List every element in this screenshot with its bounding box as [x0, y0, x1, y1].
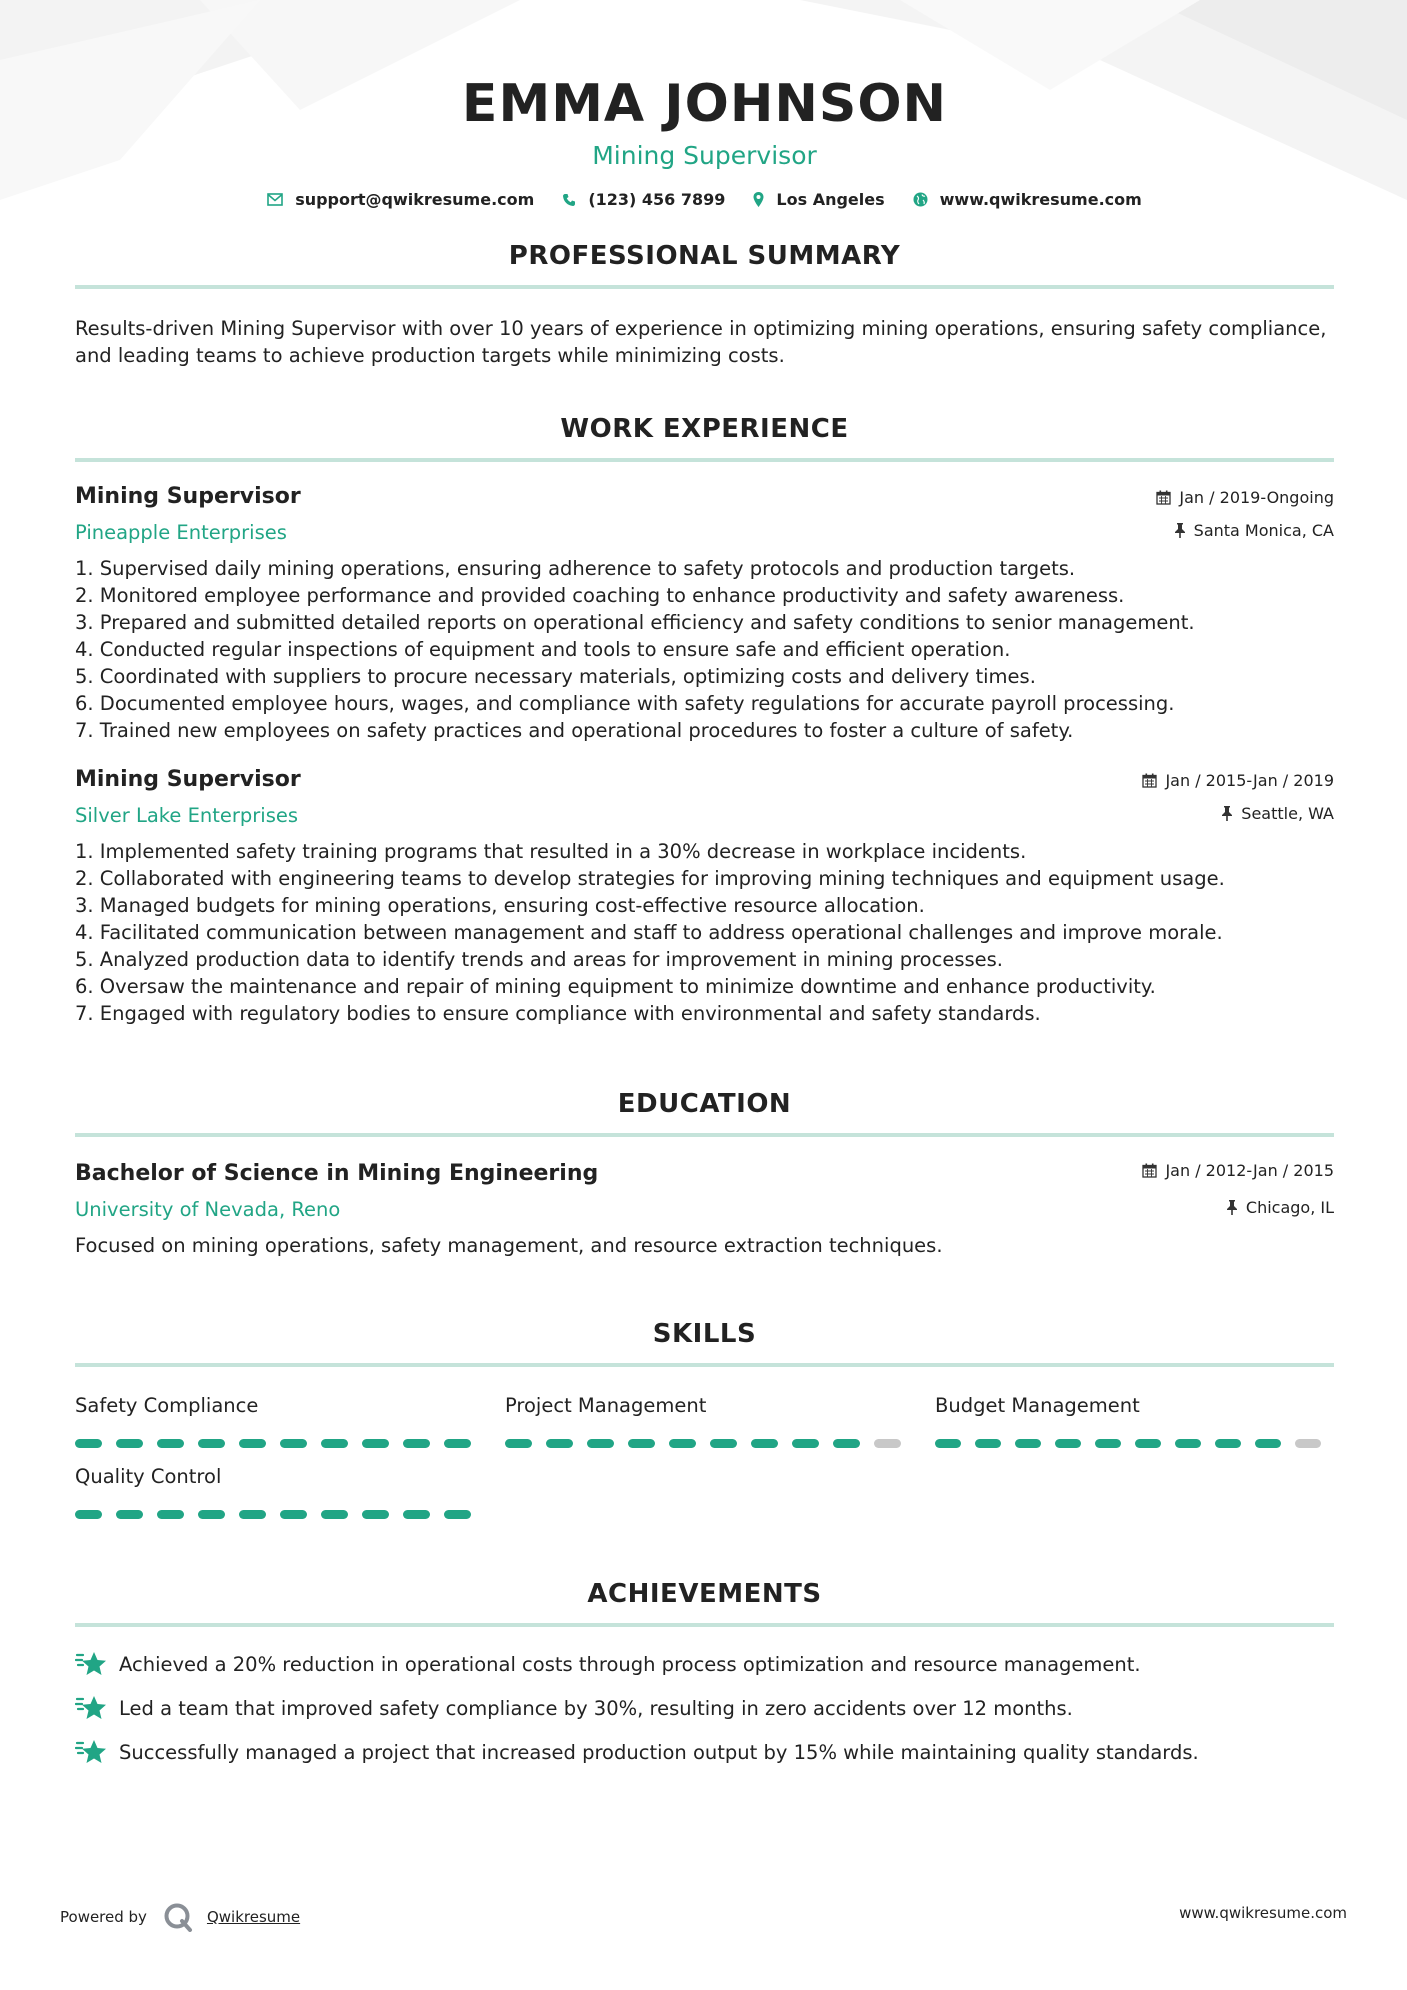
star-icon: [75, 1651, 107, 1678]
skill-dash-filled: [1095, 1439, 1121, 1448]
section-divider: [75, 285, 1334, 289]
pushpin-icon: [1174, 523, 1186, 538]
skill-dash-filled: [198, 1439, 225, 1448]
skill-dash-filled: [362, 1439, 389, 1448]
job-location: [1221, 804, 1334, 823]
education-dates: [1142, 1161, 1334, 1180]
skill-dash-filled: [75, 1510, 102, 1519]
skill-dash-filled: [157, 1439, 184, 1448]
skill-dash-filled: [321, 1439, 348, 1448]
experience-title: WORK EXPERIENCE: [560, 414, 849, 444]
skill-level-meter: [505, 1439, 935, 1448]
list-item: 5. Analyzed production data to identify trends and areas for improvement in mining processes.: [75, 948, 1003, 971]
calendar-icon: [1142, 773, 1157, 788]
achievement-text: Achieved a 20% reduction in operational costs through process optimization and resource management.: [119, 1653, 1141, 1676]
education-section: [75, 1087, 1334, 1259]
list-item: 2. Monitored employee performance and provided coaching to enhance productivity and safety awareness.: [75, 584, 1125, 607]
job-entry: [75, 765, 1334, 1027]
contact-location-text: Los Angeles: [776, 190, 885, 209]
education-title: EDUCATION: [617, 1089, 792, 1119]
envelope-icon: [267, 193, 283, 206]
skill-dash-filled: [710, 1439, 737, 1448]
contact-email-text: support@qwikresume.com: [295, 190, 535, 209]
contact-email[interactable]: [267, 190, 534, 209]
skill-dash-filled: [1055, 1439, 1081, 1448]
achievement-item: [75, 1651, 1334, 1678]
footer: [60, 1902, 1347, 1932]
powered-by-label: Powered by: [60, 1908, 147, 1926]
skill-dash-filled: [669, 1439, 696, 1448]
skill-dash-filled: [1175, 1439, 1201, 1448]
section-divider: [75, 1623, 1334, 1627]
job-entry: [75, 482, 1334, 744]
star-icon: [75, 1739, 107, 1766]
achievement-text: Successfully managed a project that increased production output by 15% while maintaining quality standards.: [119, 1741, 1199, 1764]
skill-dash-filled: [975, 1439, 1001, 1448]
candidate-role: Mining Supervisor: [592, 141, 817, 170]
skills-grid: [75, 1393, 1334, 1519]
skill-dash-filled: [239, 1510, 266, 1519]
pushpin-icon: [1226, 1200, 1238, 1215]
education-location: [1226, 1198, 1334, 1217]
achievements-section: [75, 1577, 1334, 1766]
skills-section: [75, 1317, 1334, 1519]
skill-dash-filled: [1015, 1439, 1041, 1448]
job-title: Mining Supervisor: [75, 484, 301, 509]
star-icon: [75, 1695, 107, 1722]
list-item: 6. Oversaw the maintenance and repair of mining equipment to minimize downtime and enhance productivity.: [75, 975, 1156, 998]
globe-icon: [913, 192, 928, 207]
skill-item: [505, 1393, 935, 1448]
skill-dash-filled: [239, 1439, 266, 1448]
skill-dash-filled: [444, 1510, 471, 1519]
qwikresume-link[interactable]: Qwikresume: [206, 1908, 301, 1926]
contact-website[interactable]: [913, 190, 1142, 209]
list-item: 1. Supervised daily mining operations, ensuring adherence to safety protocols and production targets.: [75, 557, 1076, 580]
map-pin-icon: [753, 192, 764, 207]
skill-dash-filled: [546, 1439, 573, 1448]
summary-title: PROFESSIONAL SUMMARY: [508, 241, 901, 271]
job-dates: [1142, 771, 1334, 790]
skill-dash-filled: [280, 1510, 307, 1519]
skill-dash-filled: [403, 1510, 430, 1519]
skill-dash-filled: [198, 1510, 225, 1519]
skill-dash-filled: [75, 1439, 102, 1448]
skill-dash-filled: [280, 1439, 307, 1448]
resume-header: [75, 0, 1334, 209]
education-dates-text: Jan / 2012-Jan / 2015: [1165, 1161, 1334, 1180]
section-divider: [75, 1133, 1334, 1137]
skill-level-meter: [75, 1439, 505, 1448]
achievements-list: [75, 1651, 1334, 1766]
job-location-text: Seattle, WA: [1241, 804, 1334, 823]
footer-website[interactable]: www.qwikresume.com: [1179, 1904, 1347, 1922]
skill-dash-filled: [1255, 1439, 1281, 1448]
skill-level-meter: [935, 1439, 1335, 1448]
list-item: 5. Coordinated with suppliers to procure necessary materials, optimizing costs and delivery times.: [75, 665, 1036, 688]
skills-title: SKILLS: [652, 1319, 757, 1349]
skill-item: [75, 1393, 505, 1448]
skill-dash-filled: [403, 1439, 430, 1448]
job-dates: [1156, 488, 1334, 507]
list-item: 4. Conducted regular inspections of equipment and tools to ensure safe and efficient operation.: [75, 638, 1011, 661]
skill-dash-filled: [157, 1510, 184, 1519]
skill-dash-filled: [1135, 1439, 1161, 1448]
job-dates-text: Jan / 2019-Ongoing: [1179, 488, 1334, 507]
job-dates-text: Jan / 2015-Jan / 2019: [1165, 771, 1334, 790]
skill-item: [935, 1393, 1335, 1448]
contact-phone-text: (123) 456 7899: [588, 190, 726, 209]
skill-dash-filled: [444, 1439, 471, 1448]
powered-by: [60, 1902, 300, 1932]
job-company: Silver Lake Enterprises: [75, 804, 299, 827]
job-duties: [75, 838, 1334, 1027]
list-item: 2. Collaborated with engineering teams to develop strategies for improving mining techniques and equipment usage.: [75, 867, 1225, 890]
contact-bar: [75, 190, 1334, 209]
contact-phone[interactable]: [562, 190, 725, 209]
skill-dash-filled: [116, 1439, 143, 1448]
school-name: University of Nevada, Reno: [75, 1198, 341, 1221]
job-location-text: Santa Monica, CA: [1193, 521, 1334, 540]
job-location: [1174, 521, 1334, 540]
achievement-text: Led a team that improved safety compliance by 30%, resulting in zero accidents over 12 months.: [119, 1697, 1073, 1720]
skill-dash-filled: [833, 1439, 860, 1448]
skill-dash-filled: [935, 1439, 961, 1448]
education-entry: [75, 1159, 1334, 1259]
list-item: 3. Prepared and submitted detailed reports on operational efficiency and safety conditions to senior management.: [75, 611, 1195, 634]
summary-text: Results-driven Mining Supervisor with over 10 years of experience in optimizing mining operations, ensuring safety compliance, and leading teams to achieve production targets while minimizing costs.: [75, 317, 1327, 367]
skill-item: [75, 1464, 505, 1519]
qwikresume-logo-icon: [163, 1902, 193, 1932]
phone-icon: [562, 193, 576, 207]
summary-section: [75, 239, 1334, 369]
list-item: 6. Documented employee hours, wages, and compliance with safety regulations for accurate payroll processing.: [75, 692, 1175, 715]
list-item: 7. Engaged with regulatory bodies to ensure compliance with environmental and safety standards.: [75, 1002, 1041, 1025]
education-description: Focused on mining operations, safety management, and resource extraction techniques.: [75, 1234, 943, 1257]
skill-dash-filled: [116, 1510, 143, 1519]
skill-name: Budget Management: [935, 1394, 1140, 1417]
achievement-item: [75, 1739, 1334, 1766]
skill-dash-filled: [505, 1439, 532, 1448]
section-divider: [75, 1363, 1334, 1367]
list-item: 4. Facilitated communication between management and staff to address operational challenges and improve morale.: [75, 921, 1223, 944]
pushpin-icon: [1221, 806, 1233, 821]
job-company: Pineapple Enterprises: [75, 521, 287, 544]
skill-dash-filled: [587, 1439, 614, 1448]
achievements-title: ACHIEVEMENTS: [587, 1579, 822, 1609]
calendar-icon: [1142, 1163, 1157, 1178]
job-title: Mining Supervisor: [75, 767, 301, 792]
candidate-name: EMMA JOHNSON: [461, 74, 948, 134]
skill-level-meter: [75, 1510, 505, 1519]
list-item: 3. Managed budgets for mining operations, ensuring cost-effective resource allocation.: [75, 894, 925, 917]
skill-name: Quality Control: [75, 1465, 222, 1488]
skill-dash-empty: [874, 1439, 901, 1448]
skill-dash-filled: [751, 1439, 778, 1448]
skill-name: Safety Compliance: [75, 1394, 259, 1417]
degree-title: Bachelor of Science in Mining Engineering: [75, 1161, 599, 1186]
skill-dash-filled: [628, 1439, 655, 1448]
skill-dash-filled: [362, 1510, 389, 1519]
job-duties: [75, 555, 1334, 744]
skill-dash-empty: [1295, 1439, 1321, 1448]
section-divider: [75, 458, 1334, 462]
contact-website-text: www.qwikresume.com: [939, 190, 1142, 209]
skill-dash-filled: [321, 1510, 348, 1519]
skill-dash-filled: [792, 1439, 819, 1448]
calendar-icon: [1156, 490, 1171, 505]
list-item: 1. Implemented safety training programs that resulted in a 30% decrease in workplace incidents.: [75, 840, 1027, 863]
achievement-item: [75, 1695, 1334, 1722]
list-item: 7. Trained new employees on safety practices and operational procedures to foster a culture of safety.: [75, 719, 1074, 742]
skill-dash-filled: [1215, 1439, 1241, 1448]
contact-location: [753, 190, 884, 209]
experience-section: [75, 412, 1334, 1027]
education-location-text: Chicago, IL: [1245, 1198, 1334, 1217]
skill-name: Project Management: [505, 1394, 707, 1417]
resume-page: [75, 0, 1334, 1783]
